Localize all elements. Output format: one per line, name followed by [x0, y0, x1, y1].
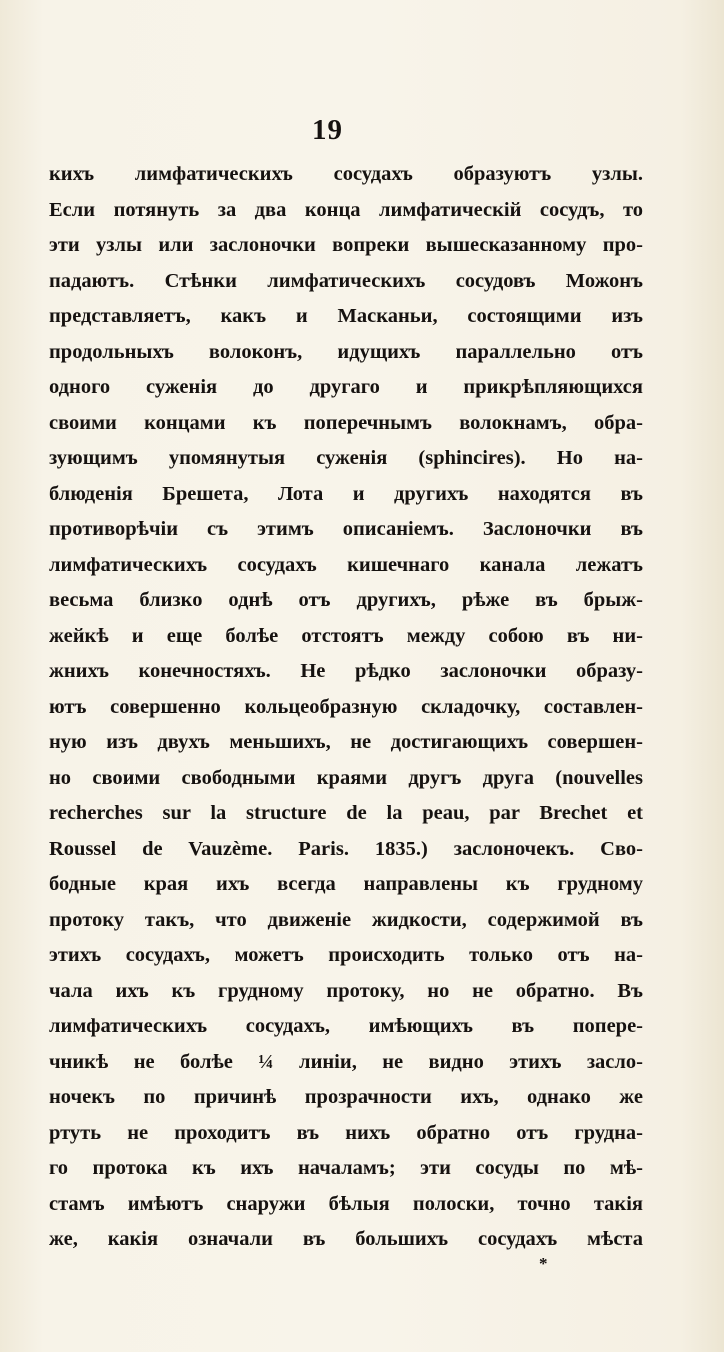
text-line: чникѣ не болѣе ¼ линіи, не видно этихъ засло- — [49, 1050, 643, 1073]
text-line: падаютъ. Стѣнки лимфатическихъ сосудовъ Можонъ — [49, 269, 643, 292]
text-line: ютъ совершенно кольцеобразную складочку, составлен- — [49, 695, 643, 718]
text-line: кихъ лимфатическихъ сосудахъ образуютъ узлы. — [49, 163, 643, 185]
text-line: жнихъ конечностяхъ. Не рѣдко заслоночки образу- — [49, 660, 643, 682]
text-line: чала ихъ къ грудному протоку, но не обратно. Въ — [49, 979, 643, 1002]
text-line: го протока къ ихъ началамъ; эти сосуды по мѣ- — [49, 1157, 643, 1179]
text-line: одного суженія до другаго и прикрѣпляющихся — [49, 376, 643, 398]
text-line: стамъ имѣютъ снаружи бѣлыя полоски, точно такія — [49, 1192, 643, 1215]
text-line: своими концами къ поперечнымъ волокнамъ, обра- — [49, 411, 643, 434]
signature-mark: * — [539, 1254, 548, 1273]
text-line: весьма близко однѣ отъ другихъ, рѣже въ брыж- — [49, 589, 643, 611]
text-line: протоку такъ, что движеніе жидкости, содержимой въ — [49, 908, 643, 931]
text-line: но своими свободными краями другъ друга (nouvelles — [49, 766, 643, 789]
text-line: ночекъ по причинѣ прозрачности ихъ, однако же — [49, 1086, 643, 1108]
body-text — [49, 157, 643, 1258]
text-line: лимфатическихъ сосудахъ, имѣющихъ въ попере- — [49, 1015, 643, 1037]
text-line: ртуть не проходитъ въ нихъ обратно отъ грудна- — [49, 1121, 643, 1144]
text-line: продольныхъ волоконъ, идущихъ параллельно отъ — [49, 340, 643, 363]
text-line: Roussel de Vauzème. Paris. 1835.) заслоночекъ. Сво- — [49, 837, 643, 860]
text-line: же, какія означали въ большихъ сосудахъ мѣста — [49, 1228, 643, 1250]
text-line: представляетъ, какъ и Масканьи, состоящими изъ — [49, 305, 643, 327]
text-line: ную изъ двухъ меньшихъ, не достигающихъ совершен- — [49, 731, 643, 753]
text-line: жейкѣ и еще болѣе отстоятъ между собою въ ни- — [49, 624, 643, 647]
page-number: 19 — [312, 114, 343, 146]
text-line: лимфатическихъ сосудахъ кишечнаго канала лежатъ — [49, 553, 643, 576]
text-line: блюденія Брешета, Лота и другихъ находятся въ — [49, 482, 643, 505]
text-line: Если потянуть за два конца лимфатическій сосудъ, то — [49, 198, 643, 221]
text-line: зующимъ упомянутыя суженія (sphincires). Но на- — [49, 447, 643, 469]
text-line: противорѣчіи съ этимъ описаніемъ. Заслоночки въ — [49, 518, 643, 540]
text-line: recherches sur la structure de la peau, par Brechet et — [49, 802, 643, 824]
text-line: эти узлы или заслоночки вопреки вышесказанному про- — [49, 234, 643, 256]
text-line: этихъ сосудахъ, можетъ происходить только отъ на- — [49, 944, 643, 966]
text-line: бодные края ихъ всегда направлены къ грудному — [49, 873, 643, 895]
